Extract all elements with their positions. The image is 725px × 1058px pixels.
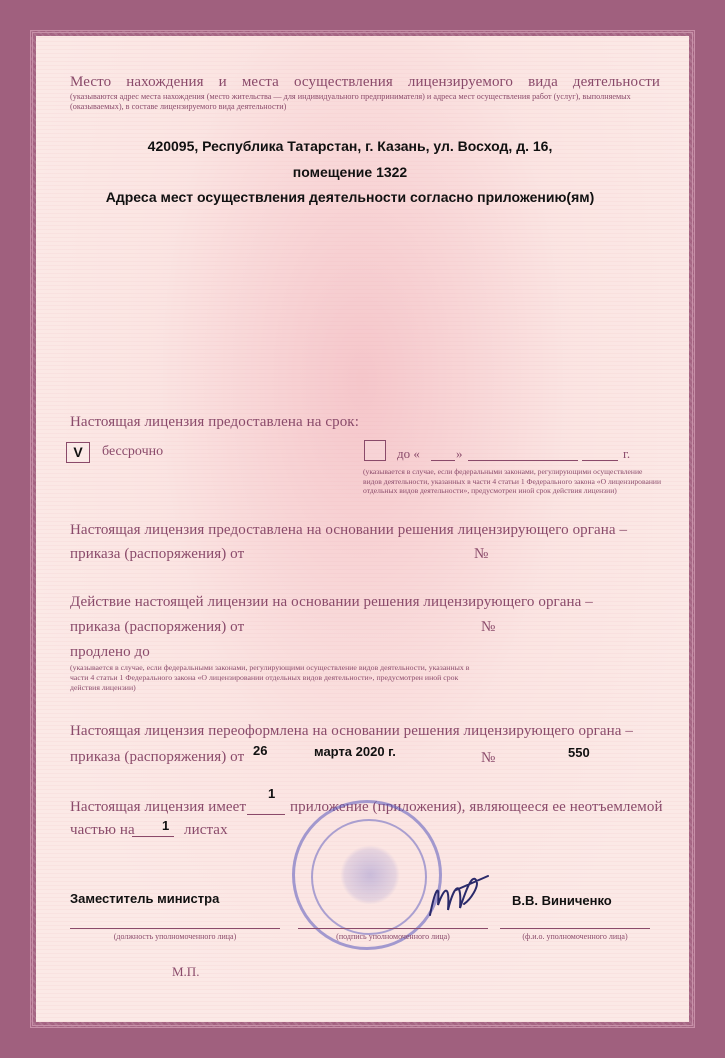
indefinite-checkbox[interactable] <box>66 442 90 463</box>
check-mark: V <box>73 444 83 460</box>
until-quote-close: » <box>456 446 463 461</box>
extended-label: продлено до <box>70 644 150 660</box>
position-caption: (должность уполномоченного лица) <box>113 932 237 941</box>
extension-line-2: приказа (распоряжения) от <box>70 619 245 635</box>
until-day-line <box>431 460 455 461</box>
address-line-1: 420095, Республика Татарстан, г. Казань, ул. Восход, д. 16, <box>147 138 553 154</box>
extension-number-sign: № <box>481 619 496 635</box>
reissue-month-year: марта 2020 г. <box>314 744 396 759</box>
location-note: (указываются адрес места нахождения (место жительства — для индивидуального предпринимателя) и адреса мест осуществления работ (услуг), выполняемых (оказываемых), в составе лицензируемого вида деятельности) <box>70 92 631 111</box>
appendix-sheets: 1 <box>162 818 170 833</box>
reissue-number: 550 <box>568 745 590 760</box>
name-line <box>500 928 650 929</box>
extension-line-1: Действие настоящей лицензии на основании решения лицензирующего органа – <box>70 594 593 610</box>
handwritten-signature <box>410 860 510 930</box>
appendix-suffix: приложение (приложения), являющееся ее неотъемлемой <box>290 799 663 815</box>
until-note: (указывается в случае, если федеральными законами, регулирующими осуществление видов деятельности, указанных в части 4 статьи 1 Федерального закона «О лицензировании отдельных видов деятельности», предусмотрен иной срок действия лицензии) <box>363 467 662 495</box>
appendix-line-2-prefix: частью на <box>70 822 135 838</box>
appendix-line-2-suffix: листах <box>184 822 228 838</box>
until-label: до « <box>397 446 420 461</box>
location-heading: Место нахождения и места осуществления лицензируемого вида деятельности <box>70 74 660 90</box>
appendix-count-line <box>247 814 285 815</box>
stamp-place-label: М.П. <box>172 964 200 979</box>
reissue-number-sign: № <box>481 750 496 766</box>
reissue-line-2: приказа (распоряжения) от <box>70 749 245 765</box>
appendix-sheets-line <box>132 836 174 837</box>
until-month-line <box>468 460 578 461</box>
signature-caption: (подпись уполномоченного лица) <box>336 932 450 941</box>
extension-note: (указывается в случае, если федеральными законами, регулирующими осуществление видов деятельности, указанных в части 4 статьи 1 Федерального закона «О лицензировании отдельных видов деятельности», предусмотрен иной срок действия лицензии) <box>70 663 470 692</box>
until-year-line <box>582 460 618 461</box>
year-suffix: г. <box>623 446 631 461</box>
term-heading: Настоящая лицензия предоставлена на срок: <box>70 414 359 430</box>
signature-line <box>298 928 488 929</box>
reissue-day: 26 <box>253 743 268 758</box>
indefinite-label: бессрочно <box>102 444 164 459</box>
appendix-prefix: Настоящая лицензия имеет <box>70 799 247 815</box>
basis-number-sign: № <box>474 546 489 562</box>
until-date-checkbox[interactable] <box>364 440 386 461</box>
address-line-2: помещение 1322 <box>292 164 408 180</box>
basis-line-1: Настоящая лицензия предоставлена на основании решения лицензирующего органа – <box>70 522 628 538</box>
seal-emblem-icon <box>340 845 400 905</box>
signatory-name: В.В. Виниченко <box>512 893 612 908</box>
signatory-position: Заместитель министра <box>70 891 220 906</box>
position-line <box>70 928 280 929</box>
appendix-count: 1 <box>268 786 276 801</box>
basis-line-2: приказа (распоряжения) от <box>70 546 245 562</box>
name-caption: (ф.и.о. уполномоченного лица) <box>522 932 628 941</box>
places-note: Адреса мест осуществления деятельности согласно приложению(ям) <box>105 189 595 205</box>
reissue-line-1: Настоящая лицензия переоформлена на основании решения лицензирующего органа – <box>70 723 634 739</box>
